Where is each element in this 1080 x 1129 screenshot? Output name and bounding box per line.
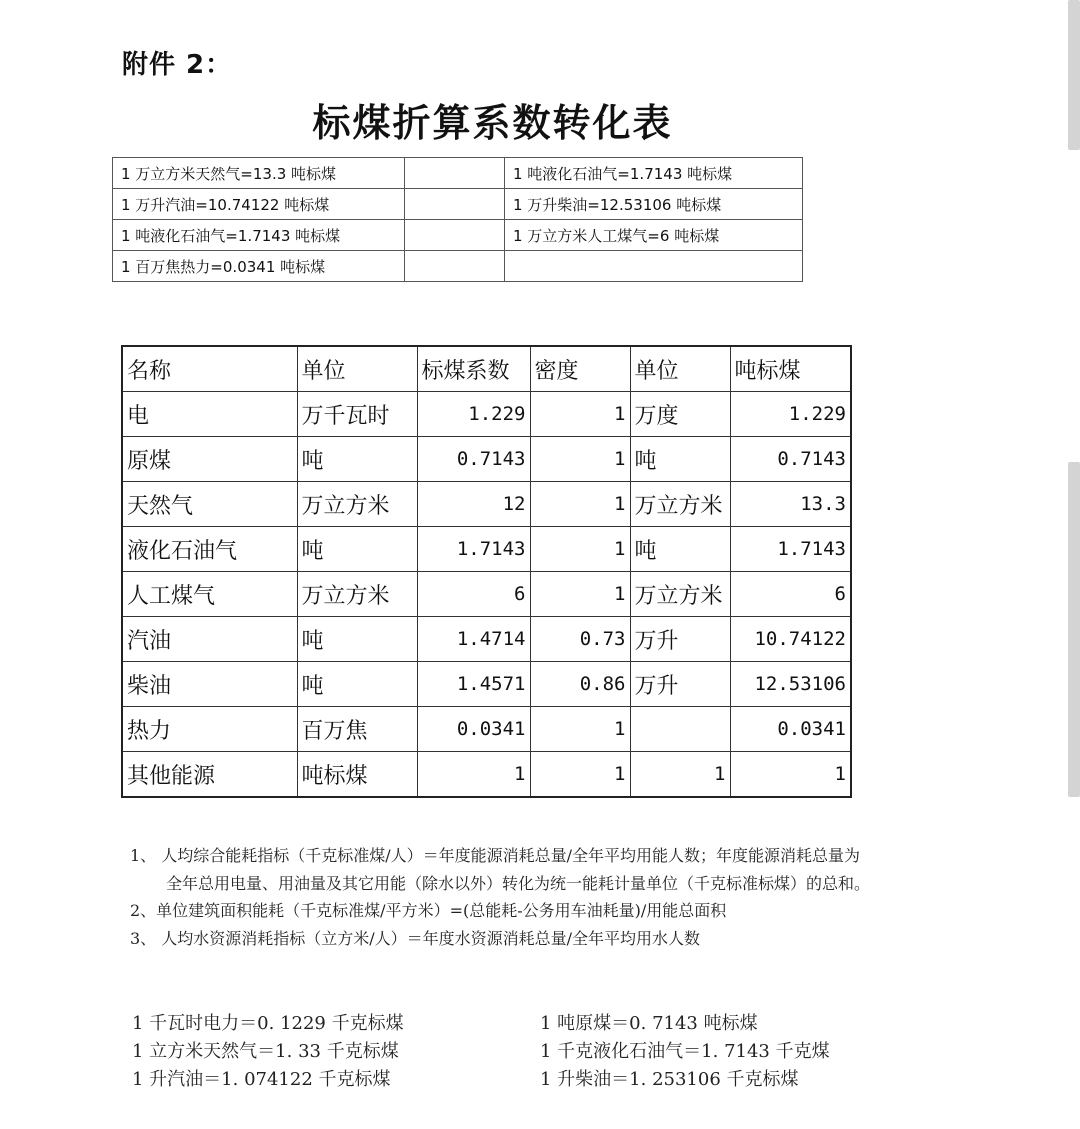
table-cell: 万度 xyxy=(630,392,730,437)
summary-cell: 1 万升汽油=10.74122 吨标煤 xyxy=(113,189,405,220)
summary-table xyxy=(112,157,803,282)
summary-cell xyxy=(505,251,803,282)
table-cell: 1 xyxy=(530,752,630,798)
summary-cell: 1 吨液化石油气=1.7143 吨标煤 xyxy=(113,220,405,251)
table-row xyxy=(122,662,851,707)
table-cell: 人工煤气 xyxy=(122,572,297,617)
table-cell: 万升 xyxy=(630,662,730,707)
conversion-table xyxy=(121,345,852,798)
table-cell: 1 xyxy=(530,527,630,572)
table-cell: 液化石油气 xyxy=(122,527,297,572)
conversion-left-2: 1 立方米天然气＝1. 33 千克标煤 xyxy=(132,1041,399,1062)
summary-row xyxy=(113,158,803,189)
conversion-right-1: 1 吨原煤＝0. 7143 吨标煤 xyxy=(540,1013,758,1034)
table-cell: 吨 xyxy=(297,527,417,572)
column-header: 单位 xyxy=(297,346,417,392)
column-header: 密度 xyxy=(530,346,630,392)
table-cell: 万立方米 xyxy=(297,482,417,527)
column-header: 名称 xyxy=(122,346,297,392)
table-cell: 0.73 xyxy=(530,617,630,662)
table-cell: 6 xyxy=(730,572,851,617)
conversion-left-1: 1 千瓦时电力＝0. 1229 千克标煤 xyxy=(132,1013,404,1034)
table-cell: 0.0341 xyxy=(730,707,851,752)
summary-cell: 1 万立方米人工煤气=6 吨标煤 xyxy=(505,220,803,251)
table-cell: 0.7143 xyxy=(730,437,851,482)
table-cell: 1 xyxy=(530,572,630,617)
table-cell: 13.3 xyxy=(730,482,851,527)
summary-row xyxy=(113,220,803,251)
note-1-line-2: 全年总用电量、用油量及其它用能（除水以外）转化为统一能耗计量单位（千克标准标煤）的总和。 xyxy=(166,874,871,893)
table-row xyxy=(122,707,851,752)
table-cell: 吨标煤 xyxy=(297,752,417,798)
note-3: 3、 人均水资源消耗指标（立方米/人）＝年度水资源消耗总量/全年平均用水人数 xyxy=(130,929,701,948)
table-cell: 万立方米 xyxy=(630,482,730,527)
table-cell: 天然气 xyxy=(122,482,297,527)
table-cell: 12 xyxy=(417,482,530,527)
table-cell: 1.7143 xyxy=(730,527,851,572)
scrollbar-thumb-bottom[interactable] xyxy=(1068,462,1080,797)
table-cell: 热力 xyxy=(122,707,297,752)
table-cell xyxy=(630,707,730,752)
table-cell: 1 xyxy=(417,752,530,798)
table-cell: 万立方米 xyxy=(297,572,417,617)
table-cell: 汽油 xyxy=(122,617,297,662)
attachment-label: 附件 2： xyxy=(122,50,233,80)
page-title: 标煤折算系数转化表 xyxy=(312,101,673,145)
summary-cell xyxy=(405,189,505,220)
table-cell: 1.7143 xyxy=(417,527,530,572)
table-cell: 6 xyxy=(417,572,530,617)
table-cell: 12.53106 xyxy=(730,662,851,707)
summary-cell: 1 吨液化石油气=1.7143 吨标煤 xyxy=(505,158,803,189)
table-cell: 1 xyxy=(530,482,630,527)
summary-cell: 1 万升柴油=12.53106 吨标煤 xyxy=(505,189,803,220)
conversion-left-3: 1 升汽油＝1. 074122 千克标煤 xyxy=(132,1069,391,1090)
table-row xyxy=(122,527,851,572)
table-cell: 0.86 xyxy=(530,662,630,707)
table-cell: 0.7143 xyxy=(417,437,530,482)
table-cell: 1.4571 xyxy=(417,662,530,707)
table-row xyxy=(122,392,851,437)
table-cell: 吨 xyxy=(630,527,730,572)
table-cell: 吨 xyxy=(297,662,417,707)
summary-cell xyxy=(405,251,505,282)
summary-cell xyxy=(405,158,505,189)
table-cell: 万千瓦时 xyxy=(297,392,417,437)
table-row xyxy=(122,752,851,798)
scrollbar-thumb-top[interactable] xyxy=(1068,0,1080,150)
column-header: 标煤系数 xyxy=(417,346,530,392)
table-cell: 其他能源 xyxy=(122,752,297,798)
table-row xyxy=(122,572,851,617)
summary-cell: 1 百万焦热力=0.0341 吨标煤 xyxy=(113,251,405,282)
table-cell: 原煤 xyxy=(122,437,297,482)
table-cell: 万立方米 xyxy=(630,572,730,617)
summary-row xyxy=(113,251,803,282)
table-cell: 10.74122 xyxy=(730,617,851,662)
table-cell: 1 xyxy=(530,437,630,482)
column-header: 单位 xyxy=(630,346,730,392)
summary-cell: 1 万立方米天然气=13.3 吨标煤 xyxy=(113,158,405,189)
note-2: 2、单位建筑面积能耗（千克标准煤/平方米）=(总能耗-公务用车油耗量)/用能总面积 xyxy=(130,901,727,920)
table-cell: 1 xyxy=(530,707,630,752)
note-1-line-1: 1、 人均综合能耗指标（千克标准煤/人）＝年度能源消耗总量/全年平均用能人数；年度能源消耗总量为 xyxy=(130,846,861,865)
table-cell: 吨 xyxy=(297,617,417,662)
table-row xyxy=(122,437,851,482)
table-cell: 1 xyxy=(730,752,851,798)
conversion-right-2: 1 千克液化石油气＝1. 7143 千克煤 xyxy=(540,1041,830,1062)
table-cell: 0.0341 xyxy=(417,707,530,752)
conversion-right-3: 1 升柴油＝1. 253106 千克标煤 xyxy=(540,1069,799,1090)
table-cell: 1 xyxy=(530,392,630,437)
column-header: 吨标煤 xyxy=(730,346,851,392)
table-row xyxy=(122,482,851,527)
table-cell: 1 xyxy=(630,752,730,798)
table-cell: 1.229 xyxy=(417,392,530,437)
table-cell: 吨 xyxy=(630,437,730,482)
table-cell: 万升 xyxy=(630,617,730,662)
table-cell: 1.229 xyxy=(730,392,851,437)
table-row xyxy=(122,617,851,662)
summary-cell xyxy=(405,220,505,251)
summary-row xyxy=(113,189,803,220)
table-cell: 百万焦 xyxy=(297,707,417,752)
table-cell: 柴油 xyxy=(122,662,297,707)
table-cell: 吨 xyxy=(297,437,417,482)
table-cell: 1.4714 xyxy=(417,617,530,662)
table-cell: 电 xyxy=(122,392,297,437)
